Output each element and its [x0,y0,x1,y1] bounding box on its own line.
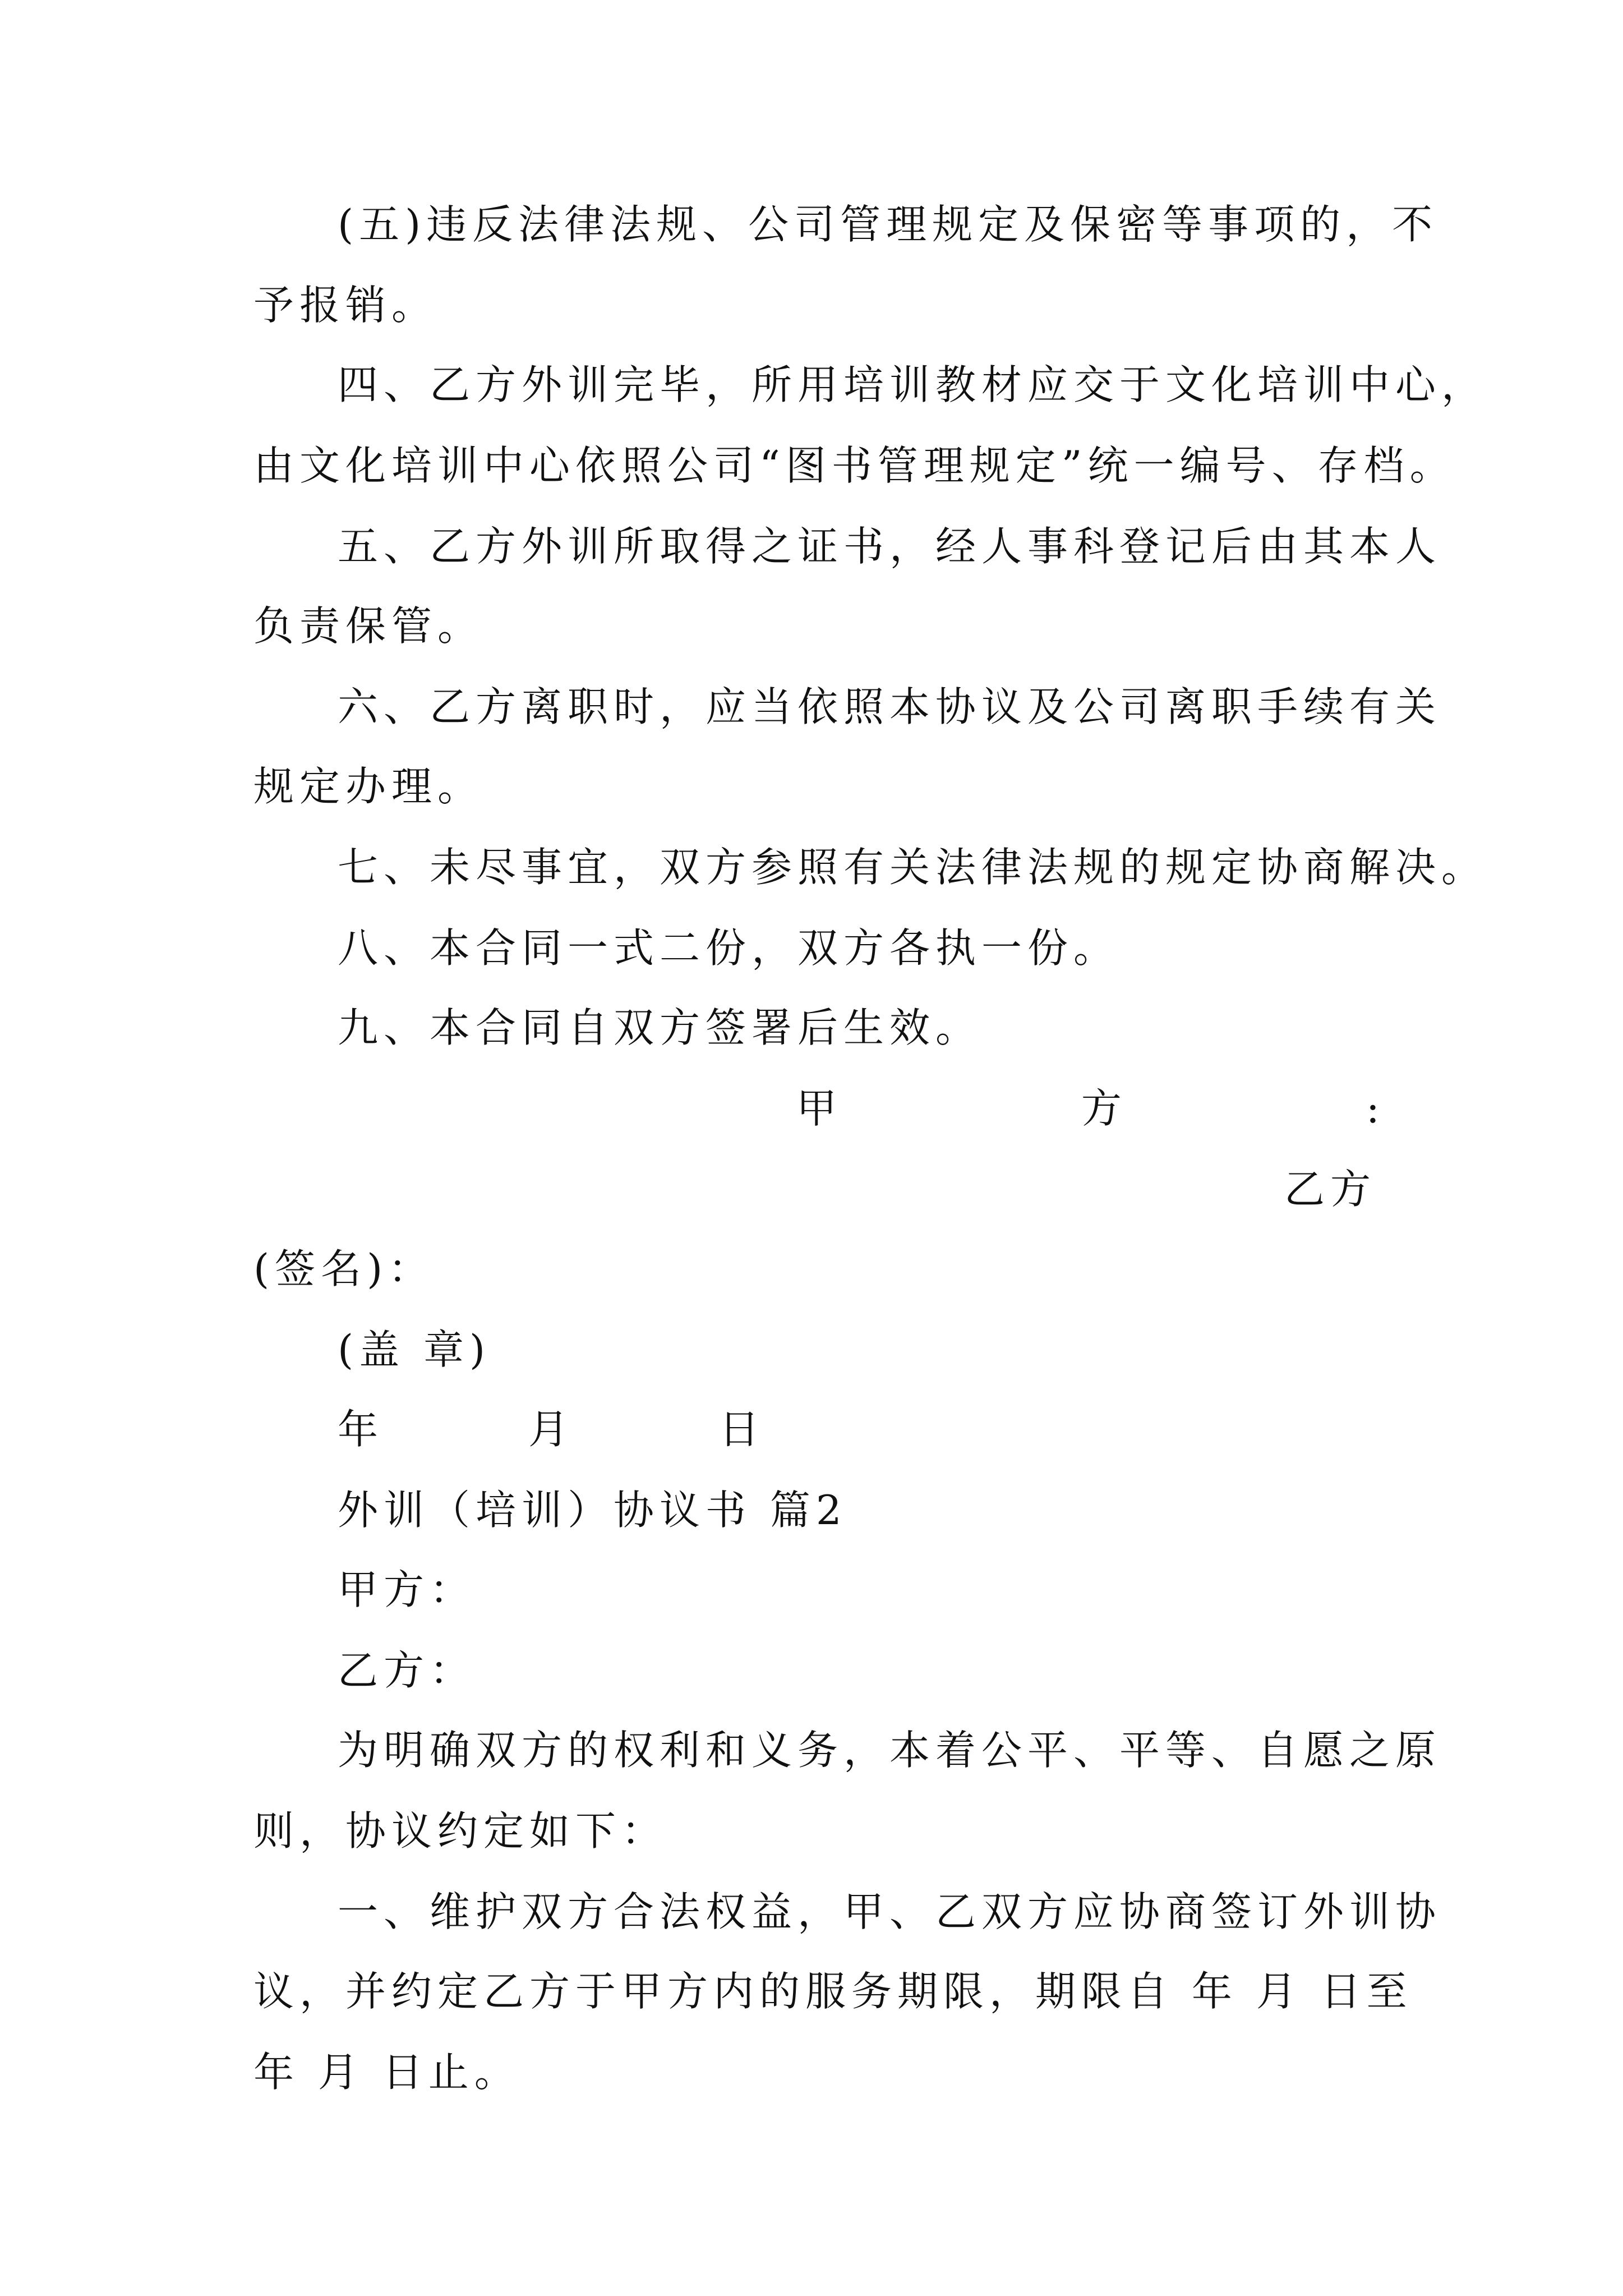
party-a-colon: : [1366,1085,1380,1132]
date-line [338,1401,842,1457]
party-a-field: 甲方： [338,1566,476,1613]
paragraph-line: 为明确双方的权利和义务，本着公平、平等、自愿之原 [338,1727,1442,1774]
paragraph-line: (五)违反法律法规、公司管理规定及保密等事项的，不 [338,201,1438,248]
paragraph-line: 一、维护双方合法权益，甲、乙双方应协商签订外训协 [338,1888,1442,1935]
paragraph-line: 六、乙方离职时，应当依照本协议及公司离职手续有关 [338,683,1442,730]
paragraph-line: 规定办理。 [253,763,484,810]
paragraph-line: 五、乙方外训所取得之证书，经人事科登记后由其本人 [338,523,1442,570]
paragraph-line: 议，并约定乙方于甲方内的服务期限，期限自 年 月 日至 [253,1968,1413,2015]
seal-label: (盖 章) [338,1326,491,1373]
paragraph-line: 负责保管。 [253,602,484,650]
sign-label: (签名)： [253,1245,435,1292]
date-year: 年 [338,1406,379,1453]
party-b-field: 乙方： [338,1647,476,1694]
paragraph-line: 由文化培训中心依照公司“图书管理规定”统一编号、存档。 [253,442,1456,489]
paragraph-line: 予报销。 [253,282,438,329]
party-a-char: 甲 [796,1085,837,1132]
paragraph-line: 八、本合同一式二份，双方各执一份。 [338,924,1120,972]
paragraph-line: 年 月 日止。 [253,2049,520,2096]
paragraph-line: 七、未尽事宜，双方参照有关法律法规的规定协商解决。 [338,844,1488,891]
paragraph-line: 则，协议约定如下： [253,1807,668,1855]
party-a-signature-line [796,1080,1380,1137]
date-day: 日 [719,1406,760,1453]
section-title: 外训（培训）协议书 篇2 [338,1487,847,1534]
paragraph-line: 九、本合同自双方签署后生效。 [338,1004,982,1051]
party-a-char: 方 [1081,1085,1122,1132]
date-month: 月 [528,1406,569,1453]
party-b-label: 乙方 [1284,1166,1377,1213]
paragraph-line: 四、乙方外训完毕，所用培训教材应交于文化培训中心， [338,361,1488,408]
